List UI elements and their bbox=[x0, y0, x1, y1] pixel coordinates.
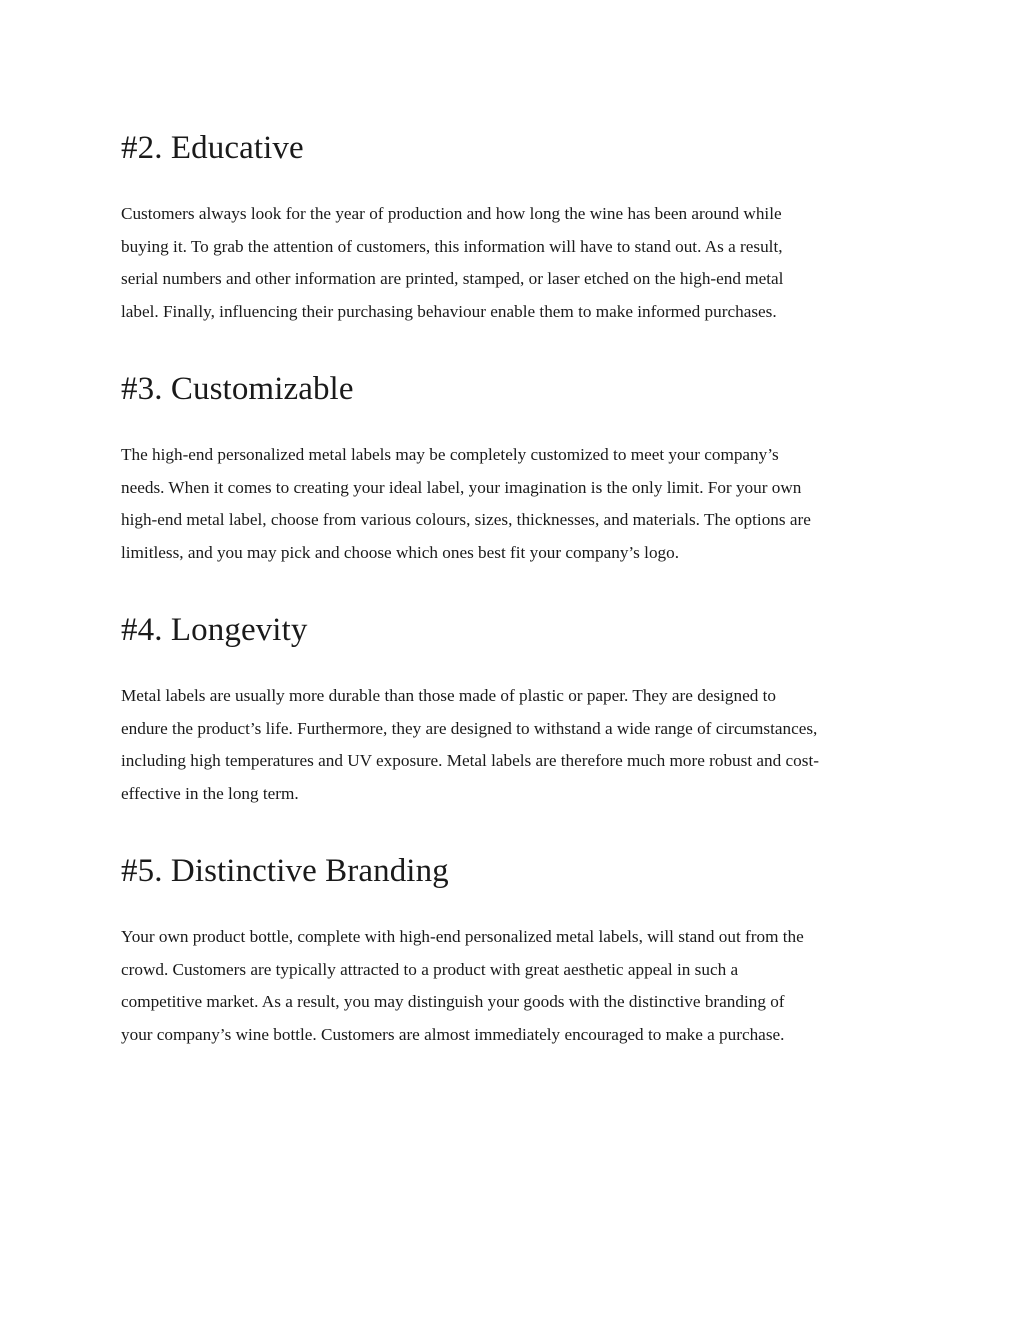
section-educative bbox=[121, 128, 911, 321]
paragraph-line: Customers always look for the year of production and how long the wine has been around while bbox=[121, 204, 782, 223]
paragraph-line: your company’s wine bottle. Customers are almost immediately encouraged to make a purchase. bbox=[121, 1024, 785, 1044]
section-paragraph bbox=[121, 198, 783, 328]
paragraph-line: Your own product bottle, complete with high-end personalized metal labels, will stand out from the bbox=[121, 927, 804, 946]
section-heading: #5. Distinctive Branding bbox=[121, 853, 449, 889]
paragraph-line: label. Finally, influencing their purchasing behaviour enable them to make informed purchases. bbox=[121, 301, 777, 321]
paragraph-line: Metal labels are usually more durable than those made of plastic or paper. They are designed to bbox=[121, 686, 776, 705]
paragraph-line: The high-end personalized metal labels may be completely customized to meet your company’s bbox=[121, 445, 779, 464]
section-heading: #3. Customizable bbox=[121, 371, 354, 407]
section-heading: #4. Longevity bbox=[121, 612, 308, 648]
paragraph-line: including high temperatures and UV exposure. Metal labels are therefore much more robust and cost- bbox=[121, 751, 819, 771]
paragraph-line: endure the product’s life. Furthermore, they are designed to withstand a wide range of circumstances, bbox=[121, 718, 818, 738]
paragraph-line: high-end metal label, choose from various colours, sizes, thicknesses, and materials. The options are bbox=[121, 510, 811, 530]
section-customizable bbox=[121, 369, 911, 562]
paragraph-line: needs. When it comes to creating your ideal label, your imagination is the only limit. For your own bbox=[121, 477, 802, 497]
section-distinctive-branding bbox=[121, 851, 911, 1044]
paragraph-line: buying it. To grab the attention of customers, this information will have to stand out. As a result, bbox=[121, 236, 783, 256]
paragraph-line: effective in the long term. bbox=[121, 783, 299, 803]
section-heading: #2. Educative bbox=[121, 130, 304, 166]
paragraph-line: competitive market. As a result, you may distinguish your goods with the distinctive branding of bbox=[121, 992, 785, 1012]
section-paragraph bbox=[121, 921, 804, 1051]
section-paragraph bbox=[121, 680, 819, 810]
paragraph-line: crowd. Customers are typically attracted to a product with great aesthetic appeal in such a bbox=[121, 959, 739, 979]
paragraph-line: serial numbers and other information are printed, stamped, or laser etched on the high-end metal bbox=[121, 269, 784, 289]
section-paragraph bbox=[121, 439, 811, 569]
section-longevity bbox=[121, 610, 911, 803]
paragraph-line: limitless, and you may pick and choose which ones best fit your company’s logo. bbox=[121, 542, 680, 562]
